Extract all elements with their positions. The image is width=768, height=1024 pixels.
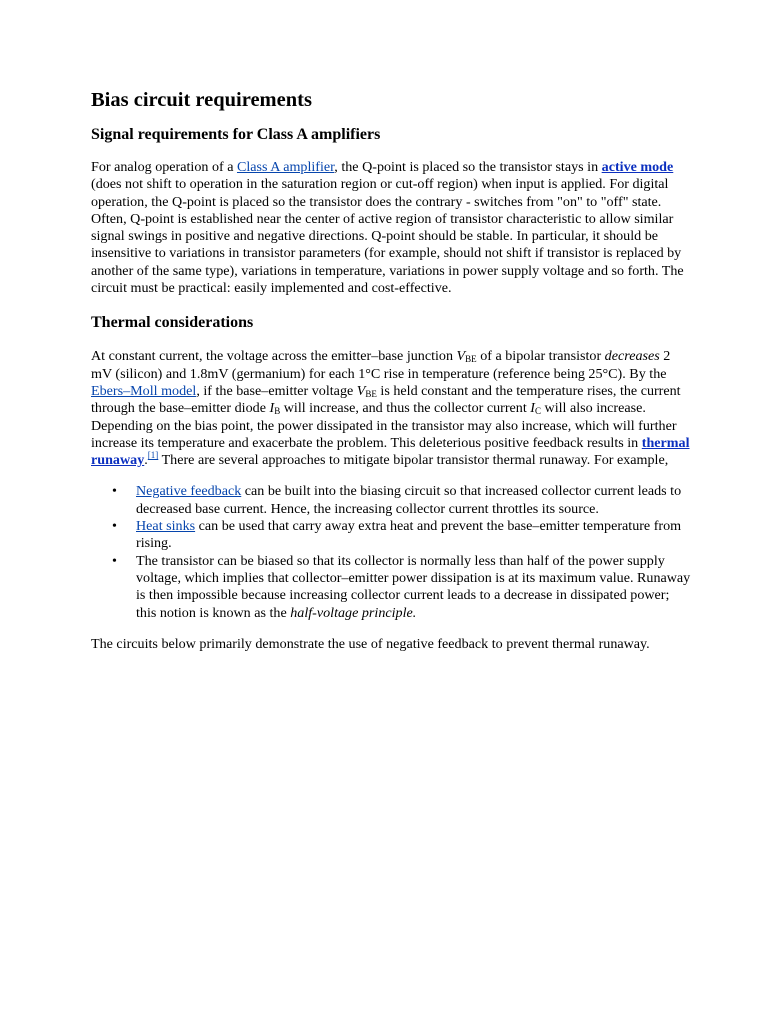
emphasis-half-voltage-principle: half-voltage principle. <box>290 604 417 621</box>
text-span: At constant current, the voltage across the emitter–base junction <box>91 348 457 365</box>
text-span: can be used that carry away extra heat and prevent the base–emitter temperature from rising. <box>136 518 682 552</box>
bullet-icon: • <box>112 518 117 535</box>
text-span: is held constant and the temperature rises, the current through the base–emitter diode <box>91 382 681 417</box>
text-span: 2 mV (silicon) and 1.8mV (germanium) for each 1°C rise in temperature (reference being 25°C). By the <box>91 348 671 382</box>
document-page <box>91 88 691 653</box>
link-negative-feedback[interactable]: Negative feedback <box>136 483 242 500</box>
text-span: of a bipolar transistor <box>476 348 605 365</box>
subscript-be: BE <box>365 388 377 399</box>
text-span: There are several approaches to mitigate bipolar transistor thermal runaway. For example, <box>158 452 669 469</box>
text-span: can be built into the biasing circuit so that increased collector current leads to decreased base current. Hence, the increasing collector current throttles its source. <box>136 483 682 517</box>
section-heading-thermal: Thermal considerations <box>91 314 254 332</box>
subscript-b: B <box>274 406 281 417</box>
text-span: (does not shift to operation in the saturation region or cut-off region) when input is applied. For digital operation, the Q-point is placed so the transistor does the contrary - switches from "on" to "off" state. Often, Q-point is established near the center of active region of transistor characteristic to allow similar signal swings in positive and negative directions. Q-point should be stable. In particular, it should be insensitive to variations in transistor parameters (for example, should not shift if transistor is replaced by another of the same type), variations in temperature, variations in power supply voltage and so forth. The circuit must be practical: easily implemented and cost-effective. <box>91 176 684 297</box>
paragraph-thermal <box>91 348 691 469</box>
list-item <box>112 552 691 622</box>
subscript-be: BE <box>465 354 477 365</box>
symbol-vbe: V <box>456 348 466 365</box>
paragraph-closing: The circuits below primarily demonstrate the use of negative feedback to prevent thermal runaway. <box>91 635 650 652</box>
list-item <box>112 518 691 553</box>
subscript-c: C <box>534 406 541 417</box>
text-span: , the Q-point is placed so the transistor stays in <box>334 159 602 175</box>
text-span: The transistor can be biased so that its collector is normally less than half of the power supply voltage, which implies that collector–emitter power dissipation is at its maximum value. Runaway is then impossible because increasing collector current leads to a decrease in dissipated power; this notion is known as the <box>136 552 691 621</box>
text-span: , if the base–emitter voltage <box>196 382 357 399</box>
link-ebers-moll-model[interactable]: Ebers–Moll model <box>91 382 197 399</box>
link-thermal-runaway[interactable]: thermal runaway <box>91 434 690 469</box>
text-span: will also increase. Depending on the bias point, the power dissipated in the transistor may also increase, which will further increase its temperature and exacerbate the problem. This deleterious positive feedback results in <box>91 400 677 451</box>
bullet-icon: • <box>112 552 117 569</box>
link-active-mode[interactable]: active mode <box>601 159 674 175</box>
section-heading-class-a: Signal requirements for Class A amplifiers <box>91 126 381 143</box>
page-title: Bias circuit requirements <box>91 89 312 111</box>
symbol-vbe: V <box>356 382 366 399</box>
emphasis-decreases: decreases <box>604 348 660 365</box>
symbol-ib: I <box>269 400 275 417</box>
paragraph-class-a <box>91 159 691 297</box>
list-item <box>112 483 691 518</box>
symbol-ic: I <box>530 400 535 417</box>
text-span: will increase, and thus the collector current <box>280 400 531 417</box>
bullet-icon: • <box>112 483 117 500</box>
mitigation-list <box>91 483 691 621</box>
text-span: . <box>144 452 148 469</box>
link-class-a-amplifier[interactable]: Class A amplifier <box>236 159 335 175</box>
text-span: For analog operation of a <box>91 159 237 175</box>
link-heat-sinks[interactable]: Heat sinks <box>136 518 196 535</box>
reference-link-1[interactable]: [1] <box>147 450 159 461</box>
